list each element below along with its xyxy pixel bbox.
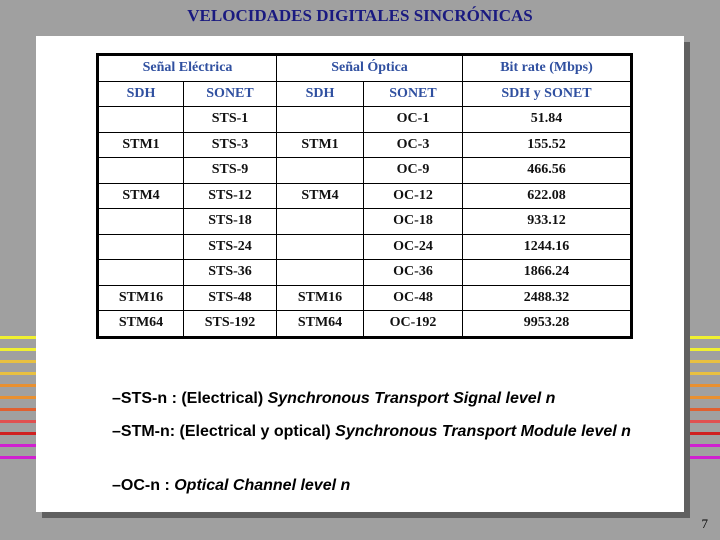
note-term: –STM-n: (Electrical y optical)	[112, 423, 336, 440]
note-term: –STS-n : (Electrical)	[112, 390, 268, 407]
table-cell: STS-9	[184, 158, 277, 184]
decorative-stripe	[0, 384, 36, 387]
subheader: SDH	[277, 81, 364, 107]
decorative-stripe	[690, 360, 720, 363]
note-definition: Synchronous Transport Signal level n	[267, 390, 556, 407]
table-row	[98, 183, 632, 209]
decorative-stripe	[690, 444, 720, 447]
group-header-row	[98, 55, 632, 82]
decorative-stripe	[690, 396, 720, 399]
table-cell	[98, 158, 184, 184]
table-row	[98, 285, 632, 311]
decorative-stripe	[0, 432, 36, 435]
table-cell: STS-12	[184, 183, 277, 209]
decorative-stripe	[0, 444, 36, 447]
table-row	[98, 132, 632, 158]
header-bitrate: Bit rate (Mbps)	[463, 55, 632, 82]
decorative-stripe	[0, 360, 36, 363]
rates-table	[96, 53, 633, 339]
table-cell: OC-18	[364, 209, 463, 235]
table-cell	[98, 209, 184, 235]
decorative-stripe	[690, 372, 720, 375]
table-cell: 2488.32	[463, 285, 632, 311]
table-cell: STM4	[277, 183, 364, 209]
decorative-stripe	[690, 408, 720, 411]
page-number: 7	[701, 516, 708, 531]
decorative-stripe	[0, 420, 36, 423]
table-cell: 9953.28	[463, 311, 632, 338]
table-cell: STS-1	[184, 107, 277, 133]
table-row	[98, 311, 632, 338]
subheader: SONET	[364, 81, 463, 107]
note-definition: Optical Channel level n	[174, 477, 351, 494]
decorative-stripe	[690, 420, 720, 423]
table-cell: OC-36	[364, 260, 463, 286]
table-cell: STS-48	[184, 285, 277, 311]
decorative-stripe	[690, 432, 720, 435]
table-cell: STM4	[98, 183, 184, 209]
table-cell	[98, 260, 184, 286]
subheader: SDH y SONET	[463, 81, 632, 107]
table-cell: 1244.16	[463, 234, 632, 260]
table-cell: OC-3	[364, 132, 463, 158]
note-stm	[112, 422, 652, 442]
table-cell: OC-24	[364, 234, 463, 260]
table-cell: 933.12	[463, 209, 632, 235]
note-oc	[112, 476, 652, 496]
table-cell: 466.56	[463, 158, 632, 184]
decorative-stripe	[690, 456, 720, 459]
table-row	[98, 260, 632, 286]
table-cell: STM1	[277, 132, 364, 158]
table-cell: 51.84	[463, 107, 632, 133]
table-cell: OC-192	[364, 311, 463, 338]
decorative-stripe	[0, 456, 36, 459]
table-cell: STM64	[277, 311, 364, 338]
table-row	[98, 158, 632, 184]
table-cell: STS-36	[184, 260, 277, 286]
note-sts	[112, 389, 652, 409]
header-electrical: Señal Eléctrica	[98, 55, 277, 82]
decorative-stripe	[0, 372, 36, 375]
decorative-stripe	[690, 348, 720, 351]
table-cell: STM64	[98, 311, 184, 338]
table-cell: OC-9	[364, 158, 463, 184]
table-cell	[98, 234, 184, 260]
table-cell	[277, 209, 364, 235]
subheader: SONET	[184, 81, 277, 107]
table-cell: STM1	[98, 132, 184, 158]
decorative-stripe	[0, 408, 36, 411]
decorative-stripe	[690, 384, 720, 387]
table-row	[98, 107, 632, 133]
decorative-stripe	[0, 348, 36, 351]
decorative-stripe	[690, 336, 720, 339]
table-row	[98, 234, 632, 260]
table-cell: OC-1	[364, 107, 463, 133]
note-term: –OC-n :	[112, 477, 175, 494]
table-cell: STS-192	[184, 311, 277, 338]
sub-header-row	[98, 81, 632, 107]
table-cell: STM16	[98, 285, 184, 311]
table-cell: OC-12	[364, 183, 463, 209]
decorative-stripe	[0, 336, 36, 339]
table-cell: STS-24	[184, 234, 277, 260]
subheader: SDH	[98, 81, 184, 107]
table-cell: STM16	[277, 285, 364, 311]
table-cell: 622.08	[463, 183, 632, 209]
table-cell: 155.52	[463, 132, 632, 158]
note-definition: Synchronous Transport Module level n	[335, 423, 631, 440]
table-cell	[277, 158, 364, 184]
table-cell	[277, 234, 364, 260]
table-cell: OC-48	[364, 285, 463, 311]
table-cell: STS-18	[184, 209, 277, 235]
decorative-stripe	[0, 396, 36, 399]
table-cell	[277, 260, 364, 286]
table-row	[98, 209, 632, 235]
table-cell: STS-3	[184, 132, 277, 158]
slide-title: VELOCIDADES DIGITALES SINCRÓNICAS	[187, 6, 533, 25]
table-cell	[98, 107, 184, 133]
table-cell: 1866.24	[463, 260, 632, 286]
header-optical: Señal Óptica	[277, 55, 463, 82]
table-cell	[277, 107, 364, 133]
